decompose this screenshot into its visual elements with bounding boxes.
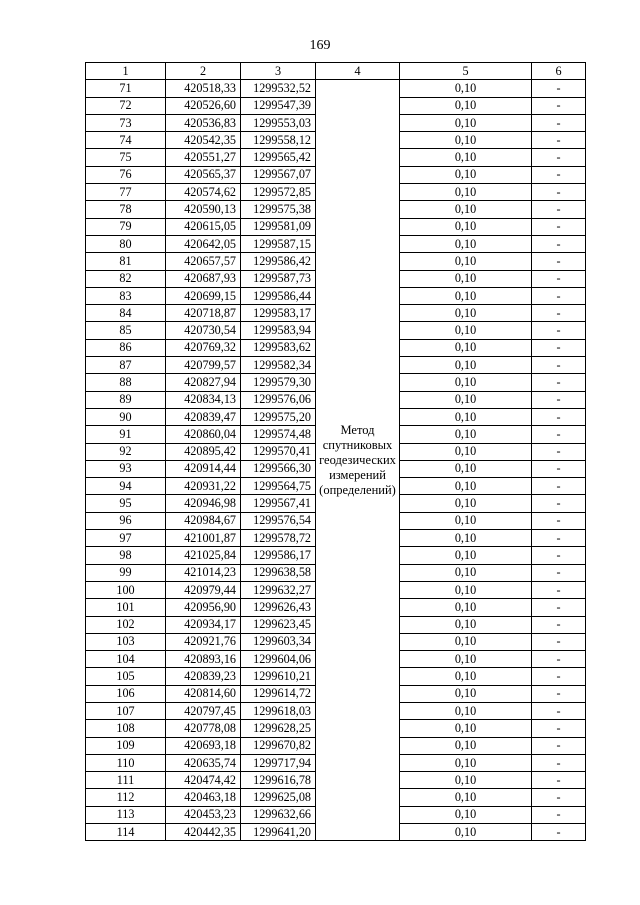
column-6-cell: - [532,530,586,547]
y-coordinate-cell: 1299578,72 [241,530,316,547]
y-coordinate-cell: 1299567,41 [241,495,316,512]
column-6-cell: - [532,426,586,443]
x-coordinate-cell: 420834,13 [166,391,241,408]
y-coordinate-cell: 1299581,09 [241,218,316,235]
x-coordinate-cell: 420956,90 [166,599,241,616]
accuracy-cell: 0,10 [400,806,532,823]
y-coordinate-cell: 1299632,27 [241,581,316,598]
point-number-cell: 113 [86,806,166,823]
accuracy-cell: 0,10 [400,702,532,719]
y-coordinate-cell: 1299565,42 [241,149,316,166]
x-coordinate-cell: 420453,23 [166,806,241,823]
x-coordinate-cell: 420921,76 [166,633,241,650]
header-cell-6: 6 [532,63,586,80]
point-number-cell: 75 [86,149,166,166]
point-number-cell: 76 [86,166,166,183]
x-coordinate-cell: 420769,32 [166,339,241,356]
point-number-cell: 98 [86,547,166,564]
header-cell-2: 2 [166,63,241,80]
column-6-cell: - [532,287,586,304]
x-coordinate-cell: 420914,44 [166,460,241,477]
accuracy-cell: 0,10 [400,322,532,339]
method-line: Метод [340,422,375,437]
y-coordinate-cell: 1299583,94 [241,322,316,339]
point-number-cell: 101 [86,599,166,616]
column-6-cell: - [532,408,586,425]
accuracy-cell: 0,10 [400,547,532,564]
y-coordinate-cell: 1299566,30 [241,460,316,477]
y-coordinate-cell: 1299586,42 [241,253,316,270]
accuracy-cell: 0,10 [400,339,532,356]
method-line: геодезических [319,452,396,467]
accuracy-cell: 0,10 [400,391,532,408]
y-coordinate-cell: 1299558,12 [241,132,316,149]
point-number-cell: 73 [86,114,166,131]
y-coordinate-cell: 1299575,38 [241,201,316,218]
point-number-cell: 91 [86,426,166,443]
page-number: 169 [309,38,331,53]
column-6-cell: - [532,374,586,391]
point-number-cell: 100 [86,581,166,598]
column-6-cell: - [532,184,586,201]
accuracy-cell: 0,10 [400,460,532,477]
x-coordinate-cell: 421014,23 [166,564,241,581]
point-number-cell: 94 [86,478,166,495]
accuracy-cell: 0,10 [400,149,532,166]
point-number-cell: 89 [86,391,166,408]
point-number-cell: 99 [86,564,166,581]
column-6-cell: - [532,754,586,771]
y-coordinate-cell: 1299574,48 [241,426,316,443]
accuracy-cell: 0,10 [400,564,532,581]
point-number-cell: 77 [86,184,166,201]
accuracy-cell: 0,10 [400,824,532,841]
x-coordinate-cell: 420590,13 [166,201,241,218]
column-6-cell: - [532,478,586,495]
accuracy-cell: 0,10 [400,530,532,547]
point-number-cell: 72 [86,97,166,114]
point-number-cell: 93 [86,460,166,477]
y-coordinate-cell: 1299564,75 [241,478,316,495]
y-coordinate-cell: 1299575,20 [241,408,316,425]
y-coordinate-cell: 1299641,20 [241,824,316,841]
x-coordinate-cell: 420778,08 [166,720,241,737]
column-6-cell: - [532,166,586,183]
point-number-cell: 87 [86,357,166,374]
point-number-cell: 82 [86,270,166,287]
x-coordinate-cell: 420839,23 [166,668,241,685]
y-coordinate-cell: 1299638,58 [241,564,316,581]
column-6-cell: - [532,806,586,823]
accuracy-cell: 0,10 [400,772,532,789]
point-number-cell: 95 [86,495,166,512]
header-cell-1: 1 [86,63,166,80]
column-6-cell: - [532,616,586,633]
point-number-cell: 107 [86,702,166,719]
point-number-cell: 79 [86,218,166,235]
column-6-cell: - [532,772,586,789]
y-coordinate-cell: 1299579,30 [241,374,316,391]
column-6-cell: - [532,97,586,114]
accuracy-cell: 0,10 [400,235,532,252]
y-coordinate-cell: 1299587,73 [241,270,316,287]
column-6-cell: - [532,633,586,650]
point-number-cell: 108 [86,720,166,737]
x-coordinate-cell: 420893,16 [166,651,241,668]
y-coordinate-cell: 1299583,17 [241,305,316,322]
x-coordinate-cell: 421025,84 [166,547,241,564]
column-6-cell: - [532,218,586,235]
method-line: спутниковых [322,437,393,452]
accuracy-cell: 0,10 [400,287,532,304]
point-number-cell: 105 [86,668,166,685]
y-coordinate-cell: 1299625,08 [241,789,316,806]
method-line: (определений) [319,482,396,497]
y-coordinate-cell: 1299616,78 [241,772,316,789]
x-coordinate-cell: 420635,74 [166,754,241,771]
point-number-cell: 84 [86,305,166,322]
y-coordinate-cell: 1299570,41 [241,443,316,460]
point-number-cell: 92 [86,443,166,460]
column-6-cell: - [532,460,586,477]
coordinates-table [85,62,586,841]
header-cell-4: 4 [316,63,400,80]
accuracy-cell: 0,10 [400,184,532,201]
accuracy-cell: 0,10 [400,685,532,702]
point-number-cell: 110 [86,754,166,771]
x-coordinate-cell: 420526,60 [166,97,241,114]
x-coordinate-cell: 420642,05 [166,235,241,252]
point-number-cell: 78 [86,201,166,218]
accuracy-cell: 0,10 [400,270,532,287]
x-coordinate-cell: 420551,27 [166,149,241,166]
x-coordinate-cell: 421001,87 [166,530,241,547]
y-coordinate-cell: 1299532,52 [241,80,316,97]
x-coordinate-cell: 420699,15 [166,287,241,304]
point-number-cell: 111 [86,772,166,789]
y-coordinate-cell: 1299576,06 [241,391,316,408]
x-coordinate-cell: 420984,67 [166,512,241,529]
column-6-cell: - [532,391,586,408]
column-6-cell: - [532,547,586,564]
x-coordinate-cell: 420979,44 [166,581,241,598]
y-coordinate-cell: 1299610,21 [241,668,316,685]
point-number-cell: 83 [86,287,166,304]
accuracy-cell: 0,10 [400,114,532,131]
column-6-cell: - [532,824,586,841]
header-cell-3: 3 [241,63,316,80]
accuracy-cell: 0,10 [400,668,532,685]
accuracy-cell: 0,10 [400,201,532,218]
accuracy-cell: 0,10 [400,737,532,754]
method-cell [316,80,400,841]
column-6-cell: - [532,80,586,97]
column-6-cell: - [532,564,586,581]
y-coordinate-cell: 1299623,45 [241,616,316,633]
x-coordinate-cell: 420895,42 [166,443,241,460]
accuracy-cell: 0,10 [400,651,532,668]
column-6-cell: - [532,149,586,166]
column-6-cell: - [532,253,586,270]
accuracy-cell: 0,10 [400,599,532,616]
point-number-cell: 97 [86,530,166,547]
column-6-cell: - [532,339,586,356]
accuracy-cell: 0,10 [400,512,532,529]
column-6-cell: - [532,599,586,616]
point-number-cell: 71 [86,80,166,97]
x-coordinate-cell: 420839,47 [166,408,241,425]
y-coordinate-cell: 1299632,66 [241,806,316,823]
accuracy-cell: 0,10 [400,754,532,771]
accuracy-cell: 0,10 [400,253,532,270]
point-number-cell: 86 [86,339,166,356]
column-6-cell: - [532,512,586,529]
point-number-cell: 114 [86,824,166,841]
x-coordinate-cell: 420574,62 [166,184,241,201]
y-coordinate-cell: 1299628,25 [241,720,316,737]
x-coordinate-cell: 420657,57 [166,253,241,270]
accuracy-cell: 0,10 [400,357,532,374]
accuracy-cell: 0,10 [400,80,532,97]
point-number-cell: 103 [86,633,166,650]
point-number-cell: 104 [86,651,166,668]
column-6-cell: - [532,443,586,460]
y-coordinate-cell: 1299587,15 [241,235,316,252]
point-number-cell: 90 [86,408,166,425]
point-number-cell: 88 [86,374,166,391]
column-6-cell: - [532,114,586,131]
column-6-cell: - [532,737,586,754]
accuracy-cell: 0,10 [400,166,532,183]
y-coordinate-cell: 1299576,54 [241,512,316,529]
point-number-cell: 109 [86,737,166,754]
column-6-cell: - [532,720,586,737]
x-coordinate-cell: 420442,35 [166,824,241,841]
x-coordinate-cell: 420463,18 [166,789,241,806]
x-coordinate-cell: 420860,04 [166,426,241,443]
x-coordinate-cell: 420687,93 [166,270,241,287]
accuracy-cell: 0,10 [400,426,532,443]
column-6-cell: - [532,201,586,218]
y-coordinate-cell: 1299567,07 [241,166,316,183]
x-coordinate-cell: 420814,60 [166,685,241,702]
x-coordinate-cell: 420718,87 [166,305,241,322]
header-row [86,63,586,80]
point-number-cell: 85 [86,322,166,339]
x-coordinate-cell: 420827,94 [166,374,241,391]
point-number-cell: 106 [86,685,166,702]
column-6-cell: - [532,789,586,806]
accuracy-cell: 0,10 [400,132,532,149]
x-coordinate-cell: 420797,45 [166,702,241,719]
x-coordinate-cell: 420931,22 [166,478,241,495]
y-coordinate-cell: 1299586,17 [241,547,316,564]
x-coordinate-cell: 420615,05 [166,218,241,235]
point-number-cell: 96 [86,512,166,529]
column-6-cell: - [532,668,586,685]
accuracy-cell: 0,10 [400,581,532,598]
x-coordinate-cell: 420518,33 [166,80,241,97]
accuracy-cell: 0,10 [400,633,532,650]
accuracy-cell: 0,10 [400,720,532,737]
header-cell-5: 5 [400,63,532,80]
accuracy-cell: 0,10 [400,616,532,633]
y-coordinate-cell: 1299582,34 [241,357,316,374]
accuracy-cell: 0,10 [400,789,532,806]
x-coordinate-cell: 420934,17 [166,616,241,633]
x-coordinate-cell: 420730,54 [166,322,241,339]
y-coordinate-cell: 1299670,82 [241,737,316,754]
column-6-cell: - [532,685,586,702]
x-coordinate-cell: 420474,42 [166,772,241,789]
accuracy-cell: 0,10 [400,443,532,460]
y-coordinate-cell: 1299604,06 [241,651,316,668]
point-number-cell: 80 [86,235,166,252]
column-6-cell: - [532,132,586,149]
column-6-cell: - [532,270,586,287]
y-coordinate-cell: 1299547,39 [241,97,316,114]
x-coordinate-cell: 420536,83 [166,114,241,131]
y-coordinate-cell: 1299603,34 [241,633,316,650]
column-6-cell: - [532,651,586,668]
y-coordinate-cell: 1299572,85 [241,184,316,201]
column-6-cell: - [532,357,586,374]
x-coordinate-cell: 420946,98 [166,495,241,512]
accuracy-cell: 0,10 [400,218,532,235]
x-coordinate-cell: 420693,18 [166,737,241,754]
column-6-cell: - [532,702,586,719]
y-coordinate-cell: 1299618,03 [241,702,316,719]
table-row [86,80,586,97]
point-number-cell: 74 [86,132,166,149]
y-coordinate-cell: 1299583,62 [241,339,316,356]
point-number-cell: 102 [86,616,166,633]
y-coordinate-cell: 1299553,03 [241,114,316,131]
accuracy-cell: 0,10 [400,478,532,495]
column-6-cell: - [532,305,586,322]
point-number-cell: 112 [86,789,166,806]
x-coordinate-cell: 420799,57 [166,357,241,374]
column-6-cell: - [532,495,586,512]
column-6-cell: - [532,235,586,252]
y-coordinate-cell: 1299614,72 [241,685,316,702]
method-line: измерений [329,467,386,482]
accuracy-cell: 0,10 [400,408,532,425]
x-coordinate-cell: 420542,35 [166,132,241,149]
point-number-cell: 81 [86,253,166,270]
y-coordinate-cell: 1299626,43 [241,599,316,616]
accuracy-cell: 0,10 [400,374,532,391]
column-6-cell: - [532,581,586,598]
x-coordinate-cell: 420565,37 [166,166,241,183]
accuracy-cell: 0,10 [400,495,532,512]
table-body [86,80,586,841]
y-coordinate-cell: 1299586,44 [241,287,316,304]
y-coordinate-cell: 1299717,94 [241,754,316,771]
accuracy-cell: 0,10 [400,97,532,114]
column-6-cell: - [532,322,586,339]
accuracy-cell: 0,10 [400,305,532,322]
